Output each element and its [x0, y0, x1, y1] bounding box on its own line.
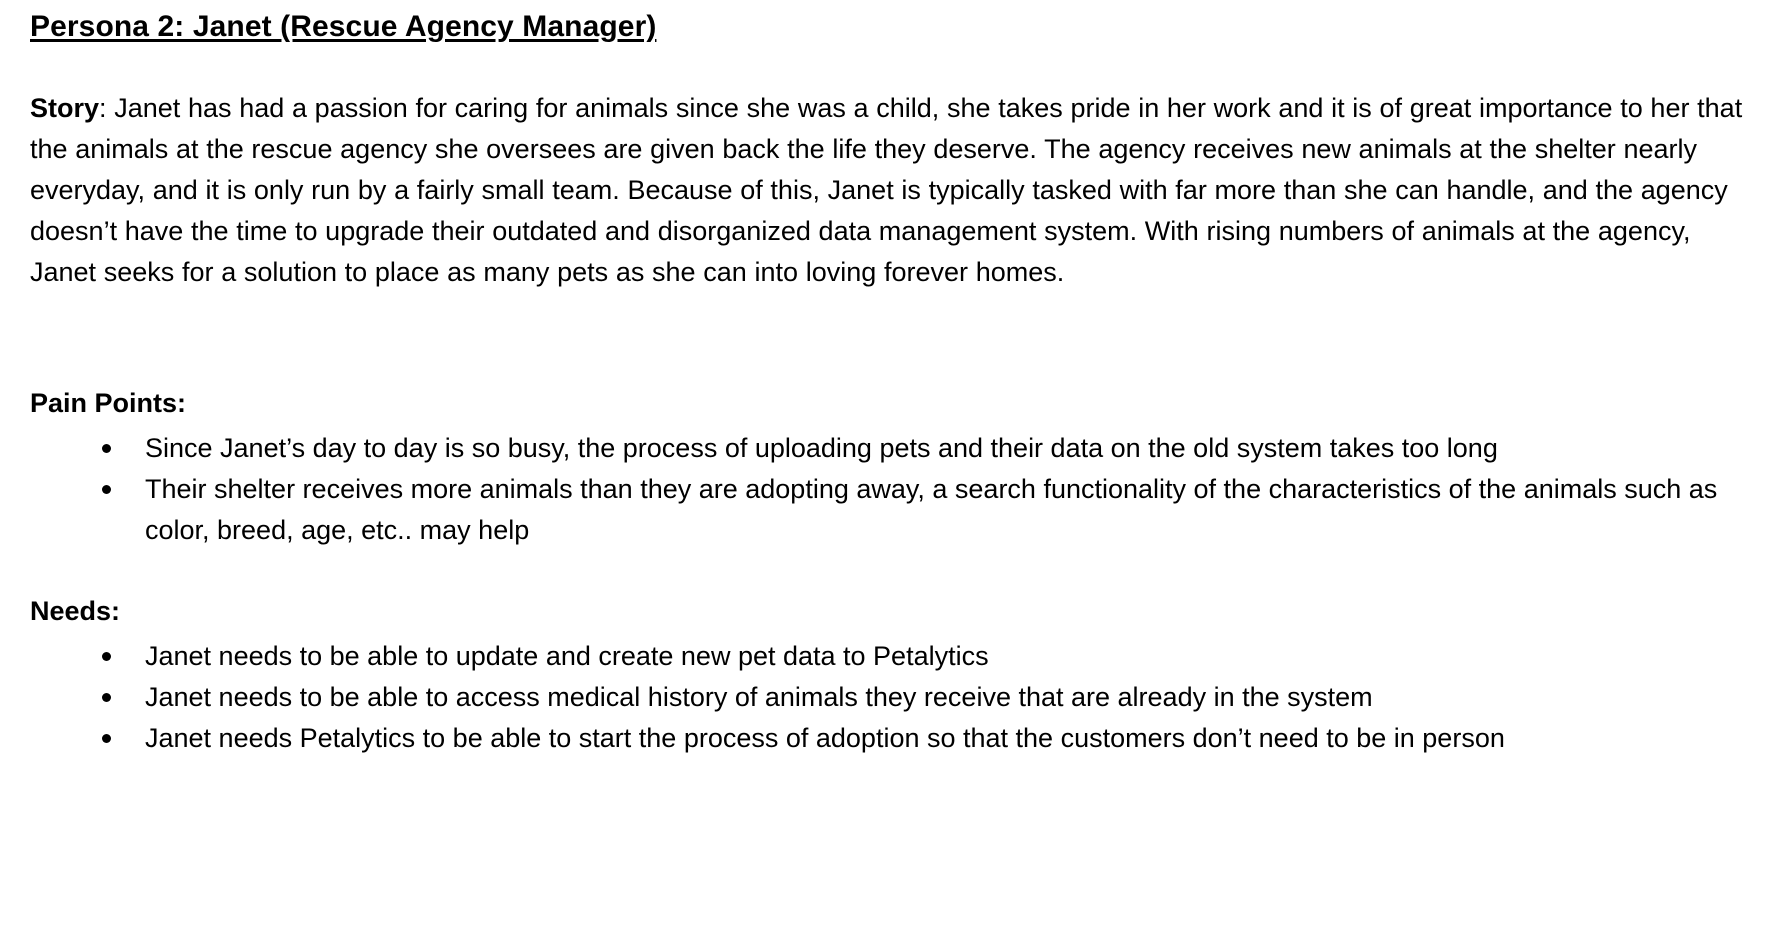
page-title: Persona 2: Janet (Rescue Agency Manager): [30, 10, 657, 43]
pain-points-label: Pain Points: [30, 388, 178, 418]
needs-label: Needs: [30, 596, 112, 626]
pain-points-spacer: [30, 551, 1754, 591]
list-item: [30, 677, 1754, 718]
needs-heading: [30, 591, 1754, 632]
story-label: Story: [30, 93, 100, 123]
list-item-text: Their shelter receives more animals than they are adopting away, a search functionality of the characteristics of the animals such as color, breed, age, etc.. may help: [145, 474, 1718, 545]
bullet-icon: [102, 734, 111, 743]
list-item: [30, 718, 1754, 759]
list-item-text: Janet needs Petalytics to be able to start the process of adoption so that the customers don’t need to be in person: [145, 723, 1505, 753]
story-paragraph: [30, 88, 1754, 293]
needs-separator: :: [111, 596, 121, 626]
bullet-icon: [102, 444, 111, 453]
list-item-text: Since Janet’s day to day is so busy, the process of uploading pets and their data on the old system takes too long: [145, 433, 1498, 463]
list-item: [30, 469, 1754, 551]
story-spacer: [30, 293, 1754, 383]
bullet-icon: [102, 485, 111, 494]
list-item: [30, 428, 1754, 469]
list-item-text: Janet needs to be able to update and create new pet data to Petalytics: [145, 641, 989, 671]
title-spacer: [30, 50, 1754, 88]
pain-points-heading: [30, 383, 1754, 424]
list-item-text: Janet needs to be able to access medical history of animals they receive that are already in the system: [145, 682, 1373, 712]
pain-points-list: [30, 428, 1754, 551]
story-text: Janet has had a passion for caring for animals since she was a child, she takes pride in her work and it is of great importance to her that the animals at the rescue agency she oversees are given back the life they deserve. The agency receives new animals at the shelter nearly everyday, and it is only run by a fairly small team. Because of this, Janet is typically tasked with far more than she can handle, and the agency doesn’t have the time to upgrade their outdated and disorganized data management system. With rising numbers of animals at the agency, Janet seeks for a solution to place as many pets as she can into loving forever homes.: [30, 93, 1743, 287]
pain-points-separator: :: [177, 388, 187, 418]
bullet-icon: [102, 693, 111, 702]
needs-list: [30, 636, 1754, 759]
list-item: [30, 636, 1754, 677]
bullet-icon: [102, 652, 111, 661]
story-separator: :: [99, 93, 115, 123]
